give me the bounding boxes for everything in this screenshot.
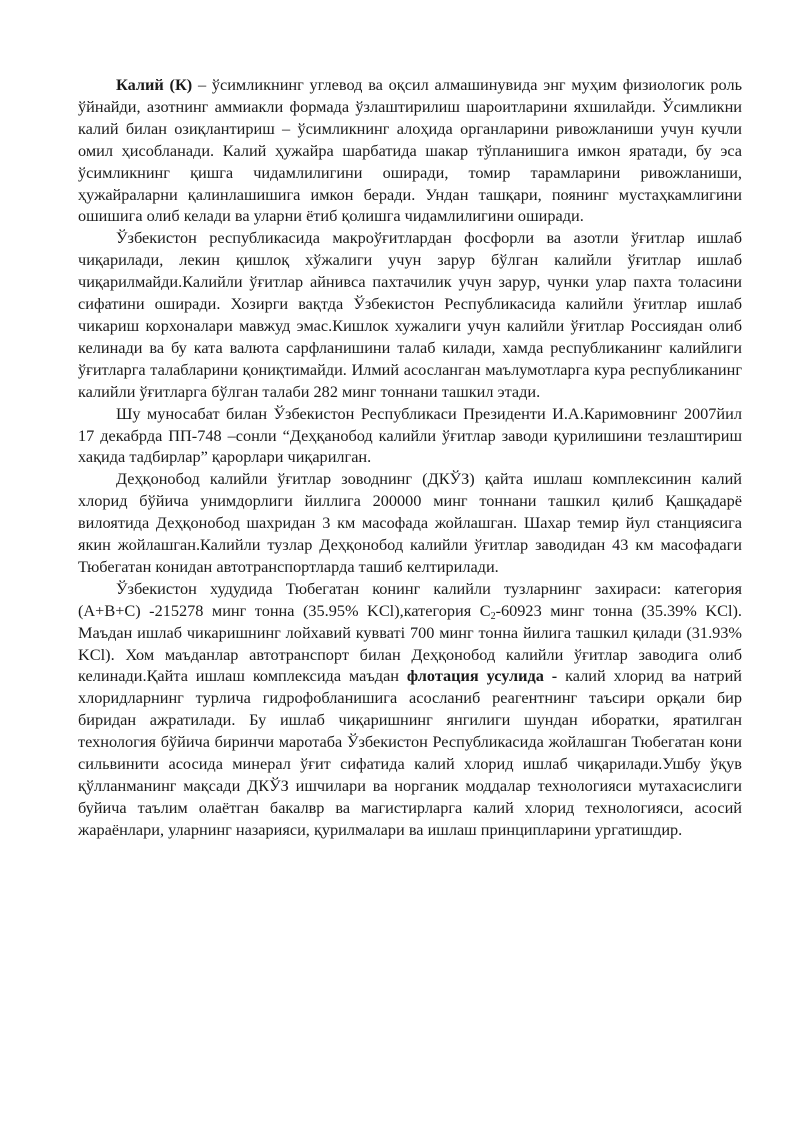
subscript-2: 2 [490, 610, 496, 622]
paragraph-deposit-reserves [78, 578, 742, 841]
paragraph-text: Ўзбекистон худудида Тюбегатан конинг калийли тузларнинг захираси: категория (А+В+С) -215278 минг тонна (35.95% KCl),категория С [78, 578, 742, 620]
paragraph-text: Деҳқонобод калийли ўғитлар зоводнинг (ДКЎЗ) қайта ишлаш комплексинин калий хлорид бўйича унимдорлиги йиллига 200000 минг тоннани ташкил қилиб Қашқадарё вилоятида Деҳқонобод шахридан 3 км масофада жойлашган. Шахар темир йул станциясига якин жойлашган.Калийли тузлар Деҳқонобод калийли ўғитлар заводидан 43 км масофадаги Тюбегатан конидан автотранспортларда ташиб келтирилади. [78, 469, 742, 576]
paragraph-text: Шу муносабат билан Ўзбекистон Республикаси Президенти И.А.Каримовнинг 2007йил 17 декабрда ПП-748 –сонли “Деҳқанобод калийли ўғитлар заводи қурилишини тезлаштириш хақида тадбирлар” қарорлари чиқарилган. [78, 403, 742, 467]
paragraph-plant-location [78, 468, 742, 578]
paragraph-text: – ўсимликнинг углевод ва оқсил алмашинувида энг муҳим физиологик роль ўйнайди, азотнинг аммиакли формада ўзлаштирилиш шароитларини яхшилайди. Ўсимликни калий билан озиқлантириш – ўсимликнинг алоҳида органларини ривожланиши учун кучли омил ҳисобланади. Калий ҳужайра шарбатида шакар тўпланишига имкон яратади, бу эса ўсимликнинг қишга чидамлилигини оширади, томир тарамларини ривожланиши, ҳужайраларни қалинлашишига имкон беради. Ундан ташқари, поянинг мустаҳкамлигини ошишига олиб келади ва уларни ётиб қолишга чидамлилигини оширади. [78, 75, 742, 226]
paragraph-presidential-decree [78, 403, 742, 469]
document-page [78, 74, 742, 841]
paragraph-text: калий хлорид ва натрий хлоридларнинг турлича гидрофобланишига асосланиб реагентнинг таъсири орқали бир биридан ажратилади. Бу ишлаб чиқаришнинг янгилиги шундан иборатки, яратилган технология бўйича биринчи маротаба Ўзбекистон Республикасида жойлашган Тюбегатан кони сильвинити асосида минерал ўғит сифатида калий хлорид ишлаб чиқарилади.Ушбу ўқув қўлланманинг мақсади ДКЎЗ ишчилари ва норганик моддалар технологияси мутахасислиги буйича таълим олаётган бакалвр ва магистирларга калий хлорид технологияси, асосий жараёнлари, уларнинг назарияси, қурилмалари ва ишлаш принципларини ургатишдир. [78, 666, 742, 839]
paragraph-text: Ўзбекистон республикасида макроўғитлардан фосфорли ва азотли ўғитлар ишлаб чиқарилади, лекин қишлоқ хўжалиги учун зарур бўлган калийли ўғитлар ишлаб чиқарилмайди.Калийли ўғитлар айнивса пахтачилик учун зарур, чунки улар пахта толасини сифатини оширади. Хозирги вақтда Ўзбекистон Республикасида калийли ўғитлар ишлаб чикариш корхоналари мавжуд эмас.Кишлок хужалиги учун калийли ўғитлар Россиядан олиб келинади ва бу ката валюта сарфланишини талаб килади, хамда республиканинг калийлиги ўғитларга талабларини қониқтимайди. Илмий асосланган маълумотларга кура республиканинг калийли ўғитларга бўлган талаби 282 минг тоннани ташкил этади. [78, 228, 742, 401]
term-flotation: флотация усулида - [406, 666, 558, 686]
term-potassium: Калий (К) [116, 75, 193, 94]
paragraph-potassium-intro [78, 74, 742, 227]
paragraph-text: -60923 минг тонна (35.39% KCl). Маъдан ишлаб чикаришнинг лойхавий кувватi 700 минг тонна йилига ташкил қилади (31.93% KCl). Хом маъданлар автотранспорт билан Деҳқонобод калийли ўғитлар заводига олиб келинади.Қайта ишлаш комплексида маъдан [78, 600, 742, 686]
paragraph-uzbek-fertilizers [78, 227, 742, 402]
